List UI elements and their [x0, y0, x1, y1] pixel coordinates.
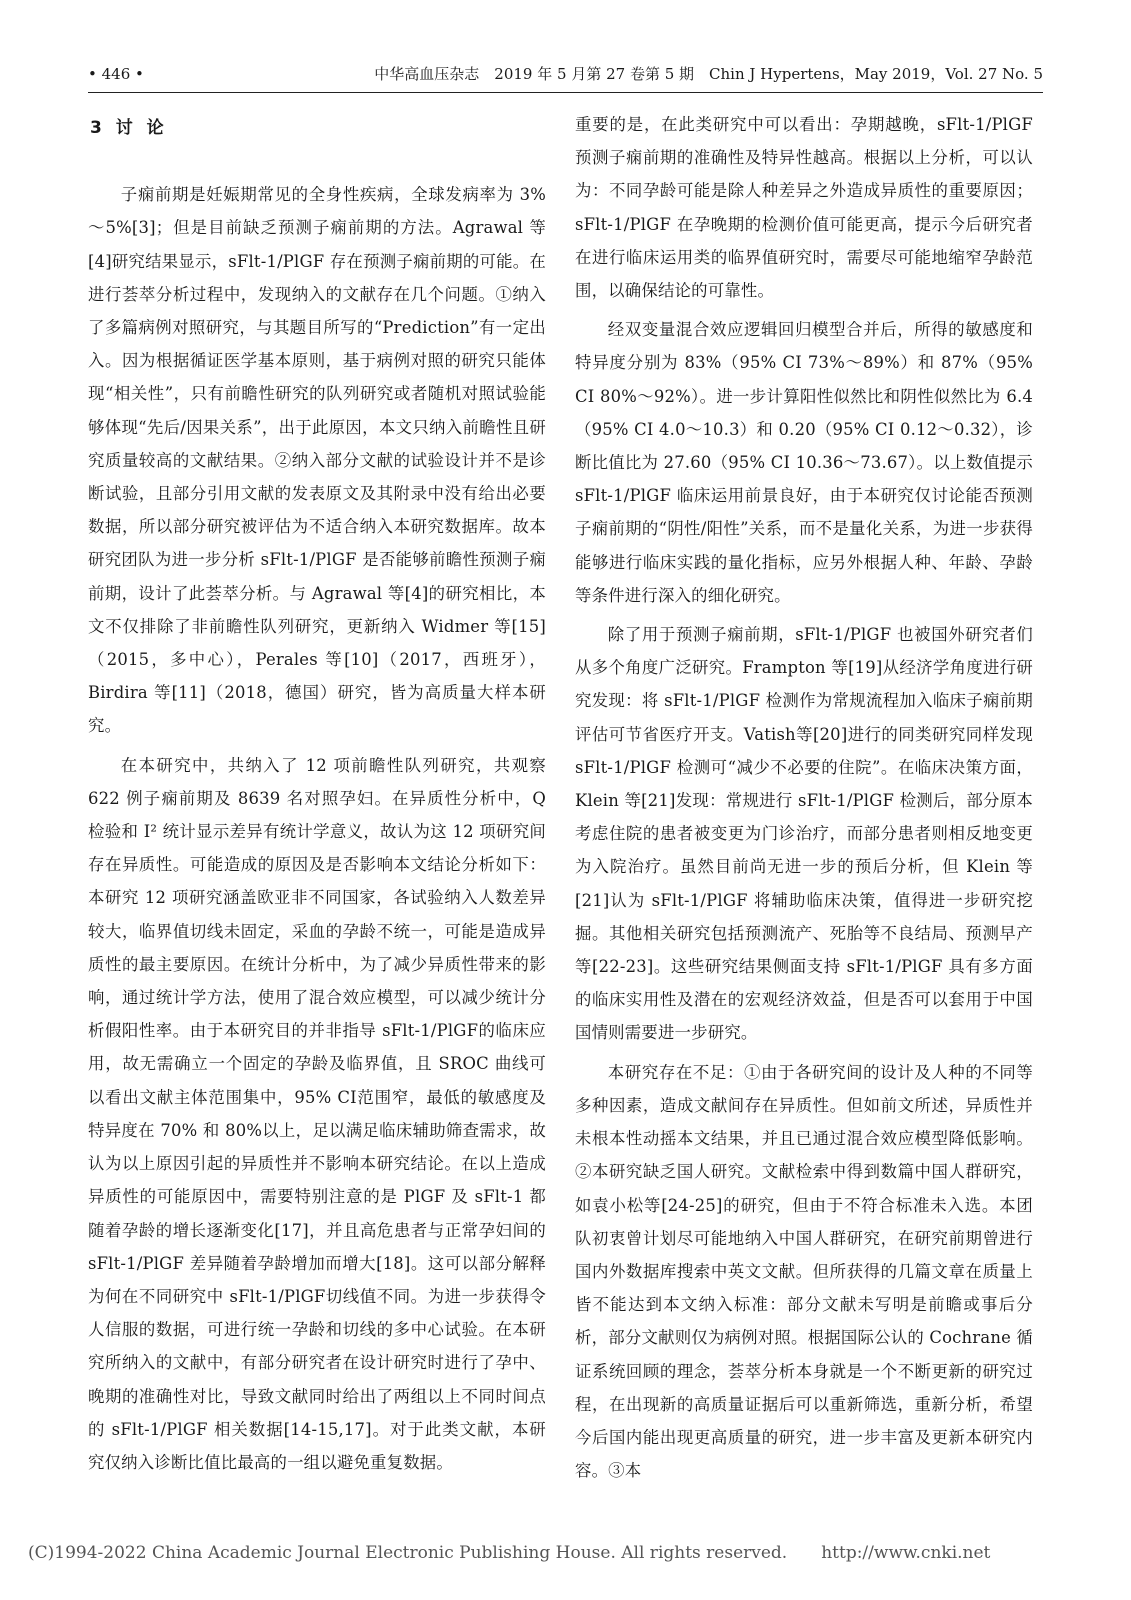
page-number: • 446 •: [88, 65, 144, 83]
paragraph-continuation: 重要的是，在此类研究中可以看出：孕期越晚，sFlt-1/PlGF 预测子痫前期的准确性及特异性越高。根据以上分析，可以认为：不同孕龄可能是除人种差异之外造成异质性的重要原因；sFlt-1/PlGF 在孕晚期的检测价值可能更高，提示今后研究者在进行临床运用类的临界值研究时，需要尽可能地缩窄孕龄范围，以确保结论的可靠性。: [575, 115, 1033, 301]
paragraph: 在本研究中，共纳入了 12 项前瞻性队列研究，共观察 622 例子痫前期及 8639 名对照孕妇。在异质性分析中，Q 检验和 I² 统计显示差异有统计学意义，故认为这 12 项研究间存在异质性。可能造成的原因及是否影响本文结论分析如下：本研究 12 项研究涵盖欧亚非不同国家，各试验纳入人数差异较大，临界值切线未固定，采血的孕龄不统一，可能是造成异质性的最主要原因。在统计分析中，为了减少异质性带来的影响，通过统计学方法，使用了混合效应模型，可以减少统计分析假阳性率。由于本研究目的并非指导 sFlt-1/PlGF的临床应用，故无需确立一个固定的孕龄及临界值，且 SROC 曲线可以看出文献主体范围集中，95% CI范围窄，最低的敏感度及特异度在 70% 和 80%以上，足以满足临床辅助筛查需求，故认为以上原因引起的异质性并不影响本研究结论。在以上造成异质性的可能原因中，需要特别注意的是 PlGF 及 sFlt-1 都随着孕龄的增长逐渐变化[17]，并且高危患者与正常孕妇间的 sFlt-1/PlGF 差异随着孕龄增加而增大[18]。这可以部分解释为何在不同研究中 sFlt-1/PlGF切线值不同。为进一步获得令人信服的数据，可进行统一孕龄和切线的多中心试验。在本研究所纳入的文献中，有部分研究者在设计研究时进行了孕中、晚期的准确性对比，导致文献同时给出了两组以上不同时间点的 sFlt-1/PlGF 相关数据[14-15,17]。对于此类文献，本研究仅纳入诊断比值比最高的一组以避免重复数据。: [88, 755, 546, 1472]
right-column: [575, 108, 1033, 1493]
paragraph: 子痫前期是妊娠期常见的全身性疾病，全球发病率为 3%～5%[3]；但是目前缺乏预测子痫前期的方法。Agrawal 等[4]研究结果显示，sFlt-1/PlGF 存在预测子痫前期的可能。在进行荟萃分析过程中，发现纳入的文献存在几个问题。①纳入了多篇病例对照研究，与其题目所写的“Prediction”有一定出入。因为根据循证医学基本原则，基于病例对照的研究只能体现“相关性”，只有前瞻性研究的队列研究或者随机对照试验能够体现“先后/因果关系”，出于此原因，本文只纳入前瞻性且研究质量较高的文献结果。②纳入部分文献的试验设计并不是诊断试验，且部分引用文献的发表原文及其附录中没有给出必要数据，所以部分研究被评估为不适合纳入本研究数据库。故本研究团队为进一步分析 sFlt-1/PlGF 是否能够前瞻性预测子痫前期，设计了此荟萃分析。与 Agrawal 等[4]的研究相比，本文不仅排除了非前瞻性队列研究，更新纳入 Widmer 等[15]（2015，多中心），Perales 等[10]（2017，西班牙），Birdira 等[11]（2018，德国）研究，皆为高质量大样本研究。: [88, 185, 546, 736]
section-heading: 3 讨 论: [90, 118, 168, 138]
paragraph: 除了用于预测子痫前期，sFlt-1/PlGF 也被国外研究者们从多个角度广泛研究。Frampton 等[19]从经济学角度进行研究发现：将 sFlt-1/PlGF 检测作为常规流程加入临床子痫前期评估可节省医疗开支。Vatish等[20]进行的同类研究同样发现 sFlt-1/PlGF 检测可“减少不必要的住院”。在临床决策方面，Klein 等[21]发现：常规进行 sFlt-1/PlGF 检测后，部分原本考虑住院的患者被变更为门诊治疗，而部分患者则相反地变更为入院治疗。虽然目前尚无进一步的预后分析，但 Klein 等[21]认为 sFlt-1/PlGF 将辅助临床决策，值得进一步研究挖掘。其他相关研究包括预测流产、死胎等不良结局、预测早产等[22-23]。这些研究结果侧面支持 sFlt-1/PlGF 具有多方面的临床实用性及潜在的宏观经济效益，但是否可以套用于中国国情则需要进一步研究。: [575, 625, 1033, 1043]
paragraph: 经双变量混合效应逻辑回归模型合并后，所得的敏感度和特异度分别为 83%（95% CI 73%～89%）和 87%（95% CI 80%～92%）。进一步计算阳性似然比和阴性似然比为 6.4（95% CI 4.0～10.3）和 0.20（95% CI 0.12～0.32），诊断比值比为 27.60（95% CI 10.36～73.67）。以上数值提示 sFlt-1/PlGF 临床运用前景良好，由于本研究仅讨论能否预测子痫前期的“阴性/阳性”关系，而不是量化关系，为进一步获得能够进行临床实践的量化指标，应另外根据人种、年龄、孕龄等条件进行深入的细化研究。: [575, 320, 1033, 605]
running-header: [88, 58, 1043, 90]
journal-info: 中华高血压杂志 2019 年 5 月第 27 卷第 5 期 Chin J Hypertens，May 2019，Vol. 27 No. 5: [374, 65, 1043, 83]
header-rule: [88, 92, 1043, 93]
copyright-footer: (C)1994-2022 China Academic Journal Electronic Publishing House. All rights reserved. http://www.cnki.net: [28, 1543, 991, 1563]
left-column: [88, 108, 546, 1485]
paragraph: 本研究存在不足：①由于各研究间的设计及人种的不同等多种因素，造成文献间存在异质性。但如前文所述，异质性并未根本性动摇本文结果，并且已通过混合效应模型降低影响。②本研究缺乏国人研究。文献检索中得到数篇中国人群研究，如袁小松等[24-25]的研究，但由于不符合标准未入选。本团队初衷曾计划尽可能地纳入中国人群研究，在研究前期曾进行国内外数据库搜索中英文文献。但所获得的几篇文章在质量上皆不能达到本文纳入标准：部分文献未写明是前瞻或事后分析，部分文献则仅为病例对照。根据国际公认的 Cochrane 循证系统回顾的理念，荟萃分析本身就是一个不断更新的研究过程，在出现新的高质量证据后可以重新筛选，重新分析，希望今后国内能出现更高质量的研究，进一步丰富及更新本研究内容。③本: [575, 1062, 1033, 1481]
